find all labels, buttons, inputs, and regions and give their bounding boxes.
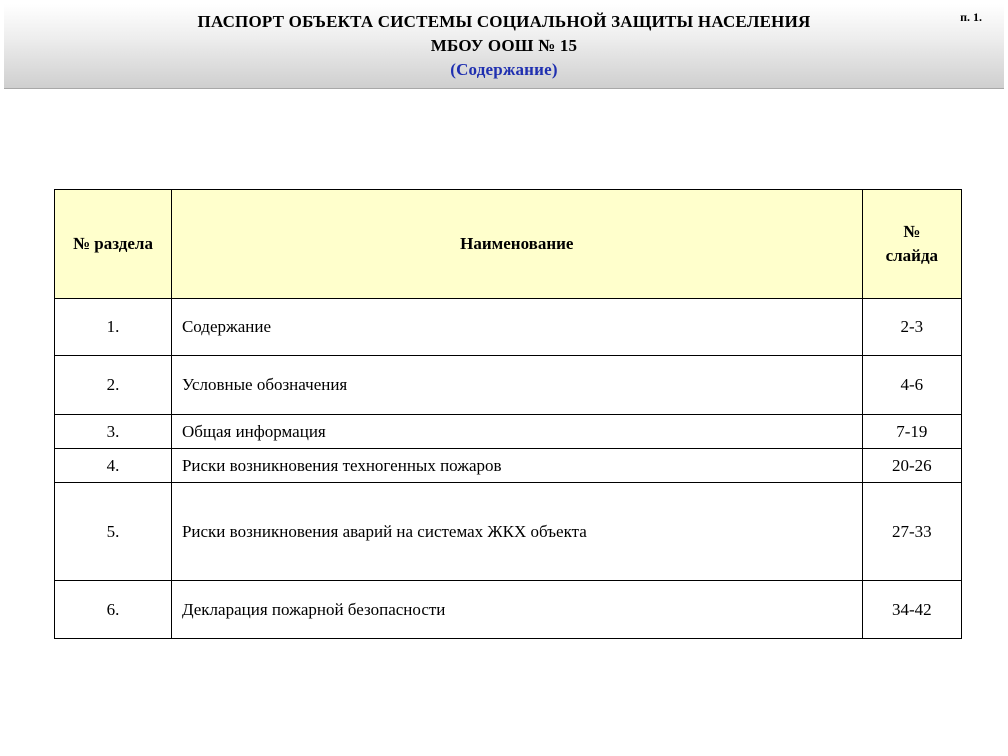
column-header-name: Наименование — [171, 190, 862, 299]
table-row — [55, 449, 962, 483]
row-number: 6. — [55, 581, 172, 639]
header-subtitle: (Содержание) — [450, 60, 558, 79]
row-name: Декларация пожарной безопасности — [171, 581, 862, 639]
contents-table — [54, 189, 962, 639]
row-number: 3. — [55, 415, 172, 449]
column-header-slide — [862, 190, 961, 299]
row-slides: 34-42 — [862, 581, 961, 639]
page-number-label: п. 1. — [960, 10, 982, 24]
row-slides: 20-26 — [862, 449, 961, 483]
header-banner — [4, 4, 1004, 89]
row-name: Риски возникновения аварий на системах ЖКХ объекта — [171, 483, 862, 581]
table-row — [55, 483, 962, 581]
row-number: 1. — [55, 299, 172, 356]
table-row — [55, 415, 962, 449]
header-title-line2: МБОУ ООШ № 15 — [430, 36, 578, 55]
row-name: Содержание — [171, 299, 862, 356]
row-name: Общая информация — [171, 415, 862, 449]
row-slides: 2-3 — [862, 299, 961, 356]
column-header-section: № раздела — [55, 190, 172, 299]
row-slides: 27-33 — [862, 483, 961, 581]
table-header-row — [55, 190, 962, 299]
row-slides: 7-19 — [862, 415, 961, 449]
table-row — [55, 299, 962, 356]
header-title-line1: ПАСПОРТ ОБЪЕКТА СИСТЕМЫ СОЦИАЛЬНОЙ ЗАЩИТЫ НАСЕЛЕНИЯ — [197, 12, 811, 31]
column-header-slide-text: № слайда — [885, 222, 939, 265]
row-number: 5. — [55, 483, 172, 581]
row-slides: 4-6 — [862, 356, 961, 415]
row-number: 2. — [55, 356, 172, 415]
header-title-block — [4, 10, 1004, 82]
row-number: 4. — [55, 449, 172, 483]
row-name: Условные обозначения — [171, 356, 862, 415]
row-name: Риски возникновения техногенных пожаров — [171, 449, 862, 483]
table-row — [55, 356, 962, 415]
table-row — [55, 581, 962, 639]
